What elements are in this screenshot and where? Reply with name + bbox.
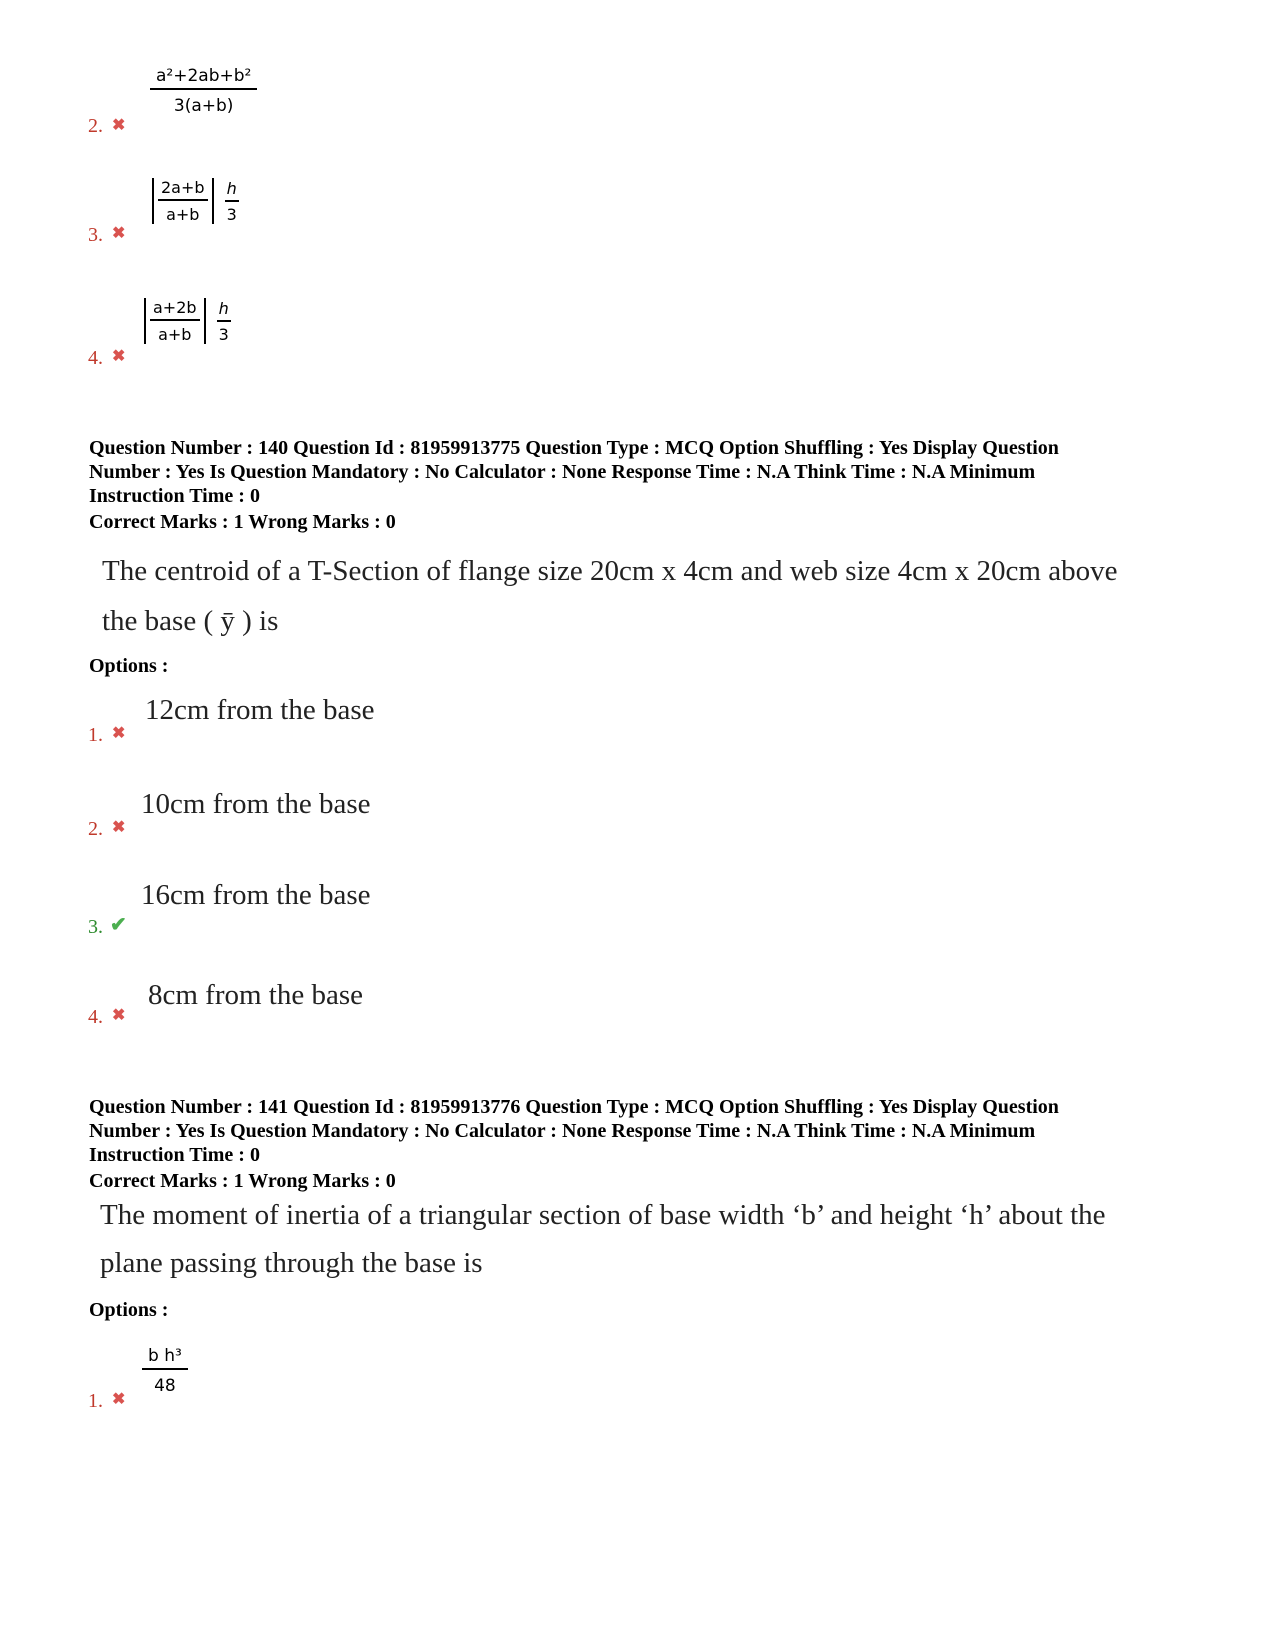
option-text: 8cm from the base (148, 979, 364, 1011)
question-140-meta (89, 436, 1139, 508)
option-number: 3. (88, 916, 103, 938)
meta-line: Instruction Time : 0 (89, 485, 260, 507)
wrong-icon: ✖ (112, 1007, 126, 1024)
question-141-marks: Correct Marks : 1 Wrong Marks : 0 (89, 1170, 396, 1192)
wrong-icon: ✖ (112, 117, 126, 134)
option-number: 1. (88, 1390, 103, 1412)
wrong-icon: ✖ (112, 819, 126, 836)
option-number: 1. (88, 724, 103, 746)
meta-line: Question Number : 140 Question Id : 81959913775 Question Type : MCQ Option Shuffling : Yes Display Question (89, 437, 1059, 459)
question-140-text (102, 546, 1117, 646)
meta-line: Number : Yes Is Question Mandatory : No Calculator : None Response Time : N.A Think Time : N.A Minimum (89, 461, 1036, 483)
question-text-line: plane passing through the base is (100, 1247, 483, 1279)
bracket-group (144, 298, 206, 344)
option-text: 12cm from the base (145, 694, 375, 726)
prev-option-2-number: 2. (88, 115, 103, 137)
meta-line: Number : Yes Is Question Mandatory : No Calculator : None Response Time : N.A Think Time : N.A Minimum (89, 1120, 1036, 1142)
side-denominator: 3 (218, 324, 229, 344)
bracket-group (152, 178, 214, 224)
option-text: 16cm from the base (141, 879, 371, 911)
formula-denominator: a+b (158, 325, 192, 344)
meta-line: Instruction Time : 0 (89, 1144, 260, 1166)
question-text-line: The moment of inertia of a triangular section of base width ‘b’ and height ‘h’ about the (100, 1199, 1106, 1231)
question-141-meta (89, 1095, 1139, 1167)
question-text-line: the base ( ȳ ) is (102, 605, 279, 637)
wrong-icon: ✖ (112, 1391, 126, 1408)
formula-denominator: 48 (154, 1376, 176, 1396)
prev-option-4-formula (144, 298, 231, 344)
wrong-icon: ✖ (112, 725, 126, 742)
formula-numerator: a²+2ab+b² (150, 66, 257, 90)
formula-numerator: 2a+b (158, 178, 208, 201)
question-text-line: The centroid of a T-Section of flange size 20cm x 4cm and web size 4cm x 20cm above (102, 555, 1118, 587)
formula-numerator: a+2b (150, 298, 200, 321)
side-denominator: 3 (226, 204, 237, 224)
question-141-text (100, 1191, 1106, 1287)
option-number: 4. (88, 1006, 103, 1028)
prev-option-3-formula (152, 178, 239, 224)
q141-option-1-formula (142, 1346, 188, 1396)
formula-denominator: a+b (166, 205, 200, 224)
question-140-options-label: Options : (89, 655, 169, 677)
prev-option-3-number: 3. (88, 224, 103, 246)
formula-numerator: b h³ (142, 1346, 188, 1370)
question-141-options-label: Options : (89, 1299, 169, 1321)
check-icon: ✔ (110, 914, 127, 936)
meta-line: Question Number : 141 Question Id : 81959913776 Question Type : MCQ Option Shuffling : Yes Display Question (89, 1096, 1059, 1118)
wrong-icon: ✖ (112, 225, 126, 242)
wrong-icon: ✖ (112, 348, 126, 365)
prev-option-2-formula (150, 66, 257, 116)
option-text: 10cm from the base (141, 788, 371, 820)
question-140-marks: Correct Marks : 1 Wrong Marks : 0 (89, 511, 396, 533)
side-numerator: h (225, 179, 239, 202)
option-number: 2. (88, 818, 103, 840)
formula-denominator: 3(a+b) (173, 96, 234, 116)
side-numerator: h (217, 299, 231, 322)
prev-option-4-number: 4. (88, 347, 103, 369)
